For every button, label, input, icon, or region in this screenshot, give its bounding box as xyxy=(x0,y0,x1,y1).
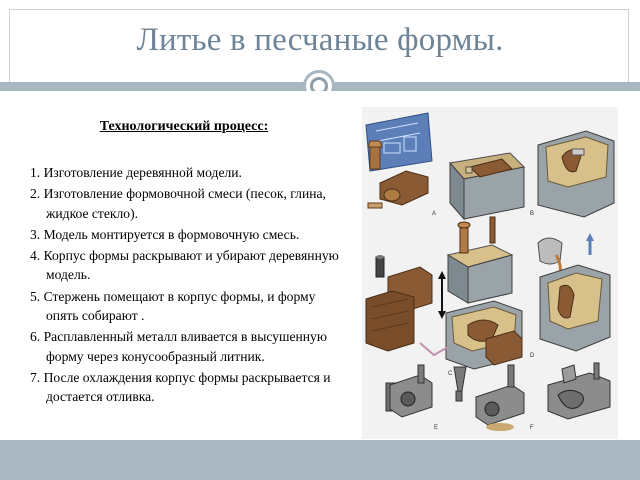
step-3: 3. Модель монтируется в формовочную смесь. xyxy=(30,226,300,242)
step-4: 4. Корпус формы раскрывают и убирают деревянную модель. xyxy=(30,248,339,283)
panel-letter-d: D xyxy=(530,353,535,359)
slide-title: Литье в песчаные формы. xyxy=(136,22,504,58)
panel-letter-e: E xyxy=(434,425,439,431)
mold-box-sand xyxy=(538,131,614,217)
bottom-band xyxy=(0,440,640,480)
panel-letter-b: B xyxy=(530,211,535,217)
panel-letter-c: C xyxy=(448,371,453,377)
panel-letter-a: A xyxy=(432,211,437,217)
step-2: 2. Изготовление формовочной смеси (песок, глина, жидкое стекло). xyxy=(30,186,326,221)
casting-process-illustration xyxy=(362,107,618,439)
process-steps xyxy=(30,163,340,409)
panel-letter-f: F xyxy=(530,425,534,431)
step-1: 1. Изготовление деревянной модели. xyxy=(30,165,242,180)
step-7: 7. После охлаждения корпус формы раскрывается и достается отливка. xyxy=(30,369,331,405)
step-5: 5. Стержень помещают в корпус формы, и форму опять собирают . xyxy=(30,288,316,324)
process-heading: Технологический процесс: xyxy=(99,119,269,134)
step-6: 6. Расплавленный металл вливается в высушенную форму через конусообразный литник. xyxy=(30,329,328,364)
mold-box-open-b xyxy=(450,153,524,219)
